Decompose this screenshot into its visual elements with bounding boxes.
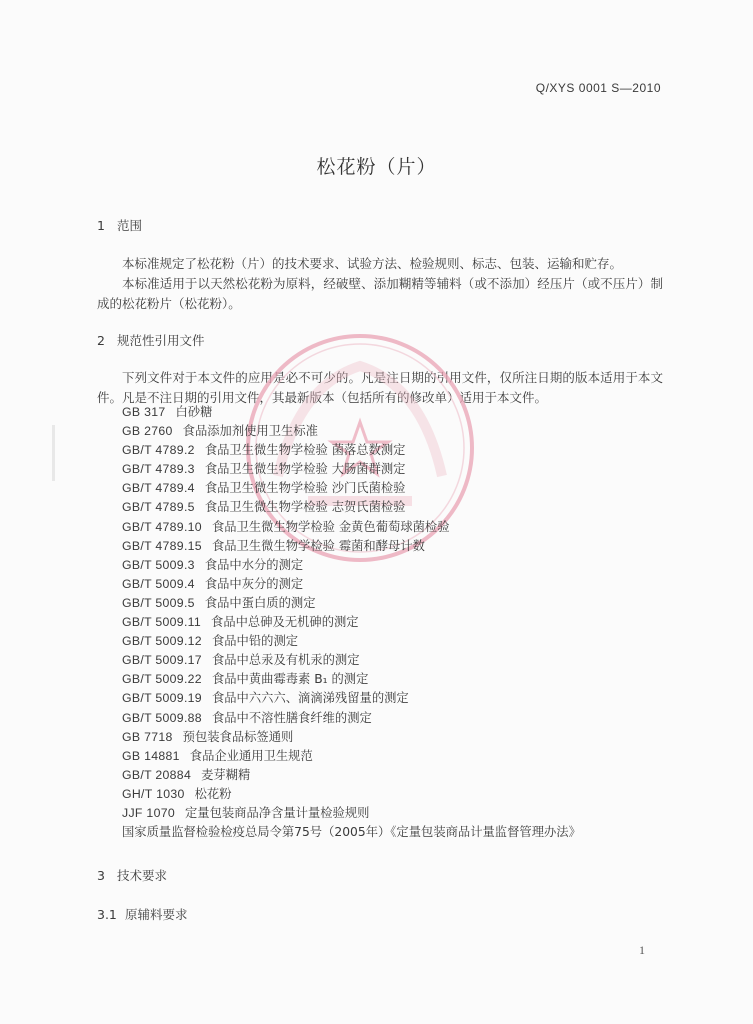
section-number: 3.1 bbox=[97, 907, 117, 922]
reference-item bbox=[122, 537, 581, 556]
reference-item bbox=[122, 556, 581, 575]
reference-item bbox=[122, 689, 581, 708]
reference-item bbox=[122, 422, 581, 441]
section-title: 范围 bbox=[117, 218, 143, 233]
scan-edge-mark bbox=[52, 425, 55, 481]
reference-code: GB 7718 bbox=[122, 729, 173, 744]
reference-item bbox=[122, 785, 581, 804]
reference-name: 食品卫生微生物学检验 霉菌和酵母计数 bbox=[211, 538, 425, 553]
scope-paragraph-1: 本标准规定了松花粉（片）的技术要求、试验方法、检验规则、标志、包装、运输和贮存。 bbox=[122, 256, 623, 271]
page-number: 1 bbox=[639, 943, 645, 957]
reference-name: 国家质量监督检验检疫总局令第75号（2005年）《定量包装商品计量监督管理办法》 bbox=[122, 825, 581, 840]
section-number: 2 bbox=[97, 333, 105, 348]
reference-name: 预包装食品标签通则 bbox=[182, 729, 294, 744]
references-intro: 下列文件对于本文件的应用是必不可少的。凡是注日期的引用文件，仅所注日期的版本适用于本文件。凡是不注日期的引用文件，其最新版本（包括所有的修改单）适用于本文件。 bbox=[97, 370, 663, 405]
reference-item bbox=[122, 403, 581, 422]
reference-item bbox=[122, 823, 581, 842]
reference-code: GB/T 5009.5 bbox=[122, 595, 195, 610]
section-number: 1 bbox=[97, 218, 105, 233]
section-title: 原辅料要求 bbox=[125, 907, 188, 922]
section-title: 技术要求 bbox=[117, 868, 168, 883]
reference-code: GB/T 20884 bbox=[122, 767, 192, 782]
reference-name: 松花粉 bbox=[194, 786, 232, 801]
reference-code: GB/T 4789.4 bbox=[122, 481, 195, 496]
reference-item bbox=[122, 575, 581, 594]
reference-name: 食品企业通用卫生规范 bbox=[189, 748, 313, 763]
reference-code: JJF 1070 bbox=[122, 805, 175, 820]
section-2-heading bbox=[97, 331, 205, 349]
reference-name: 食品中总汞及有机汞的测定 bbox=[211, 653, 360, 668]
normative-references-list bbox=[122, 403, 581, 842]
reference-name: 食品卫生微生物学检验 菌落总数测定 bbox=[204, 443, 406, 458]
section-1-heading bbox=[97, 216, 142, 234]
reference-code: GB/T 5009.11 bbox=[122, 615, 202, 630]
reference-code: GB/T 4789.5 bbox=[122, 500, 195, 515]
reference-name: 食品添加剂使用卫生标准 bbox=[182, 424, 318, 439]
section-number: 3 bbox=[97, 868, 105, 883]
reference-name: 食品中灰分的测定 bbox=[204, 576, 304, 591]
reference-item bbox=[122, 651, 581, 670]
reference-code: GB 317 bbox=[122, 405, 166, 419]
reference-name: 食品卫生微生物学检验 志贺氏菌检验 bbox=[204, 500, 406, 515]
reference-code: GB/T 5009.12 bbox=[122, 634, 202, 649]
reference-item bbox=[122, 613, 581, 632]
reference-item bbox=[122, 460, 581, 479]
reference-code: GB/T 4789.15 bbox=[122, 538, 202, 553]
reference-name: 定量包装商品净含量计量检验规则 bbox=[184, 805, 370, 820]
reference-item bbox=[122, 766, 581, 785]
section-3-1-heading bbox=[97, 905, 188, 923]
reference-name: 食品卫生微生物学检验 金黄色葡萄球菌检验 bbox=[211, 519, 450, 534]
reference-name: 食品中水分的测定 bbox=[204, 557, 304, 572]
reference-item bbox=[122, 518, 581, 537]
reference-code: GH/T 1030 bbox=[122, 786, 185, 801]
reference-code: GB/T 4789.10 bbox=[122, 519, 202, 534]
reference-code: GB/T 4789.2 bbox=[122, 443, 195, 458]
scope-paragraph-2: 本标准适用于以天然松花粉为原料，经破壁、添加糊精等辅料（或不添加）经压片（或不压片）制成的松花粉片（松花粉）。 bbox=[97, 276, 663, 311]
reference-name: 食品中总砷及无机砷的测定 bbox=[211, 615, 359, 630]
reference-name: 食品卫生微生物学检验 沙门氏菌检验 bbox=[204, 481, 406, 496]
reference-item bbox=[122, 632, 581, 651]
reference-name: 麦芽糊精 bbox=[201, 767, 251, 782]
reference-item bbox=[122, 747, 581, 766]
reference-code: GB 14881 bbox=[122, 748, 180, 763]
document-title: 松花粉（片） bbox=[316, 156, 437, 178]
reference-item bbox=[122, 441, 581, 460]
section-3-heading bbox=[97, 866, 167, 884]
reference-item bbox=[122, 728, 581, 747]
reference-item bbox=[122, 594, 581, 613]
reference-code: GB/T 5009.88 bbox=[122, 710, 202, 725]
reference-name: 食品中黄曲霉毒素 B₁ 的测定 bbox=[211, 672, 369, 687]
reference-code: GB/T 5009.4 bbox=[122, 576, 195, 591]
reference-code: GB/T 5009.22 bbox=[122, 672, 202, 687]
reference-name: 白砂糖 bbox=[175, 405, 213, 419]
section-title: 规范性引用文件 bbox=[117, 333, 205, 348]
reference-name: 食品中铅的测定 bbox=[211, 634, 299, 649]
reference-name: 食品中六六六、滴滴涕残留量的测定 bbox=[211, 691, 409, 706]
reference-code: GB/T 4789.3 bbox=[122, 462, 195, 477]
reference-name: 食品中蛋白质的测定 bbox=[204, 595, 316, 610]
reference-item bbox=[122, 479, 581, 498]
reference-code: GB/T 5009.17 bbox=[122, 653, 202, 668]
reference-item bbox=[122, 670, 581, 689]
document-code: Q/XYS 0001 S—2010 bbox=[535, 81, 661, 95]
reference-code: GB/T 5009.19 bbox=[122, 691, 202, 706]
reference-code: GB/T 5009.3 bbox=[122, 557, 195, 572]
reference-name: 食品卫生微生物学检验 大肠菌群测定 bbox=[204, 462, 406, 477]
reference-item bbox=[122, 804, 581, 823]
reference-name: 食品中不溶性膳食纤维的测定 bbox=[211, 710, 372, 725]
reference-item bbox=[122, 709, 581, 728]
reference-item bbox=[122, 498, 581, 517]
reference-code: GB 2760 bbox=[122, 424, 173, 439]
